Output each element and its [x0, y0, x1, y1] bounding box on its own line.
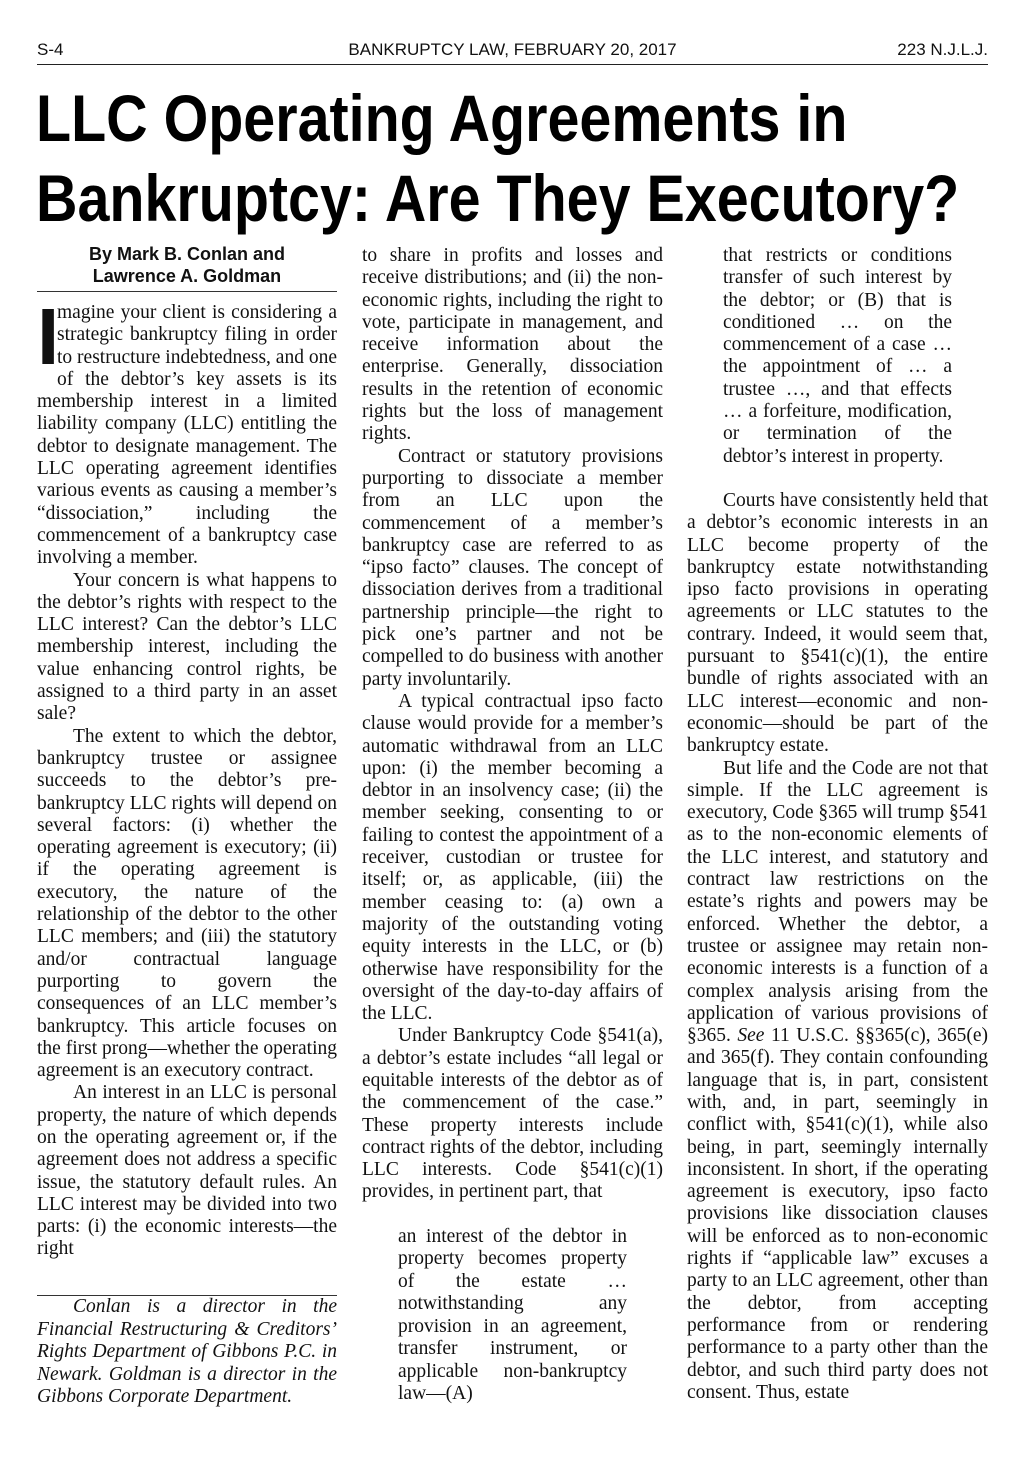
title-line-2: Bankruptcy: Are They Executory?: [36, 161, 960, 235]
paragraph: A typical contractual ipso facto clause would provide for a member’s automatic withdrawal from an LLC upon: (i) the member becoming a debtor in an insolvency case; (ii) the member seeking, consenting to or failing to contest the appointment of a receiver, custodian or trustee for itself; or, as applicable, (iii) the member ceasing to: (a) own a majority of the outstanding voting equity interests in the LLC, or (b) otherwise have responsibility for the oversight of the day-to-day affairs of the LLC.: [362, 690, 663, 1025]
title-line-1: LLC Operating Agreements in: [36, 81, 848, 155]
paragraph: [37, 292, 337, 570]
block-quote: [398, 1226, 627, 1406]
paragraph: to share in profits and losses and receive distributions; and (ii) the non-economic rights, including the right to vote, participate in management, and receive information about the enterprise. Generally, dissociation results in the retention of economic rights but the loss of management rights.: [362, 245, 663, 445]
paragraph-text: But life and the Code are not that simple. If the LLC agreement is executory, Code §365 will trump §541 as to the non-economic elements of the LLC interest, and statutory and contract law restrictions on the estate’s rights and powers may be enforced. Whether the debtor, a trustee or assignee may retain non-economic interests is a function of a complex analysis arising from the application of various provisions of §365.: [687, 757, 988, 1047]
column-3: [687, 245, 988, 1404]
paragraph: Under Bankruptcy Code §541(a), a debtor’s estate includes “all legal or equitable interests of the debtor as of the commencement of the case.” These property interests include contract rights of the debtor, including LLC interests. Code §541(c)(1) provides, in pertinent part, that: [362, 1025, 663, 1203]
publication-line: BANKRUPTCY LAW, FEBRUARY 20, 2017: [348, 40, 677, 59]
drop-cap: I: [37, 292, 60, 381]
paragraph: Contract or statutory provisions purporting to dissociate a member from an LLC upon the commencement of a member’s bankruptcy case are referred to as “ipso facto” clauses. The concept of dissociation derives from a traditional partnership principle—the right to pick one’s partner and not be compelled to do business with another party involuntarily.: [362, 445, 663, 690]
byline-line-2: Lawrence A. Goldman: [92, 266, 282, 286]
article-title: [36, 78, 960, 238]
spacer: [687, 468, 988, 490]
column-1: [37, 243, 337, 1261]
author-footnote: [37, 1296, 337, 1409]
page-number: S-4: [37, 40, 64, 59]
header-divider: [37, 64, 988, 65]
byline-line-1: By Mark B. Conlan and: [88, 244, 286, 264]
see-signal: See: [737, 1025, 765, 1047]
citation: 223 N.J.L.J.: [897, 40, 988, 59]
byline: [37, 243, 337, 292]
footnote-text: Conlan is a director in the Financial Restructuring & Creditors’ Rights Department of Gibbons P.C. in Newark. Goldman is a director in the Gibbons Corporate Department.: [37, 1296, 337, 1408]
paragraph: Your concern is what happens to the debtor’s rights with respect to the LLC interest? Can the debtor’s LLC membership interest, including the value enhancing control rights, be assigned to a third party in an asset sale?: [37, 569, 337, 725]
paragraph: An interest in an LLC is personal property, the nature of which depends on the operating agreement or, if the agreement does not address a specific issue, the statutory default rules. An LLC interest may be divided into two parts: (i) the economic interests—the right: [37, 1082, 337, 1260]
paragraph: Courts have consistently held that a debtor’s economic interests in an LLC become property of the bankruptcy estate notwithstanding ipso facto provisions in operating agreements or LLC statutes to the contrary. Indeed, it would seem that, pursuant to §541(c)(1), the entire bundle of rights associated with an LLC interest—economic and non-economic—should be part of the bankruptcy estate.: [687, 489, 988, 757]
quote-text: that restricts or conditions transfer of such interest by the debtor; or (B) that is conditioned … on the commencement of a case … the appointment of … a trustee …, and that effects … a forfeiture, modification, or termination of the debtor’s interest in property.: [723, 245, 952, 467]
column-2: [362, 245, 663, 1406]
page-header: [37, 34, 988, 64]
paragraph-text: magine your client is considering a strategic bankruptcy filing in order to restructure indebtedness, and one of the debtor’s key assets is its membership interest in a limited liability company (LLC) entitling the debtor to designate management. The LLC operating agreement identifies various events as causing a member’s “dissociation,” including the commencement of a bankruptcy case involving a member.: [37, 302, 337, 569]
block-quote-continued: [723, 245, 952, 468]
paragraph-text: 11 U.S.C. §§365(c), 365(e) and 365(f). They contain confounding language that is, in part, consistent with, and, in part, seemingly in conflict with, §541(c)(1), while also being, in part, seemingly internally inconsistent. In short, if the operating agreement is executory, ipso facto provisions like dissociation clauses will be enforced as to non-economic rights if “applicable law” excuses a party to an LLC agreement, other than the debtor, from accepting performance from or rendering performance to a party other than the debtor, and such third party does not consent. Thus, estate: [687, 1025, 989, 1403]
paragraph: [687, 758, 988, 1405]
paragraph: The extent to which the debtor, bankruptcy trustee or assignee succeeds to the debtor’s pre-bankruptcy LLC rights will depend on several factors: (i) whether the operating agreement is executory; (ii) if the operating agreement is executory, the nature of the relationship of the debtor to the other LLC members; and (iii) the statutory and/or contractual language purporting to govern the consequences of an LLC member’s bankruptcy. This article focuses on the first prong—whether the operating agreement is an executory contract.: [37, 725, 337, 1082]
quote-text: an interest of the debtor in property becomes property of the estate … notwithstanding any provision in an agreement, transfer instrument, or applicable non-bankruptcy law—(A): [398, 1225, 627, 1405]
